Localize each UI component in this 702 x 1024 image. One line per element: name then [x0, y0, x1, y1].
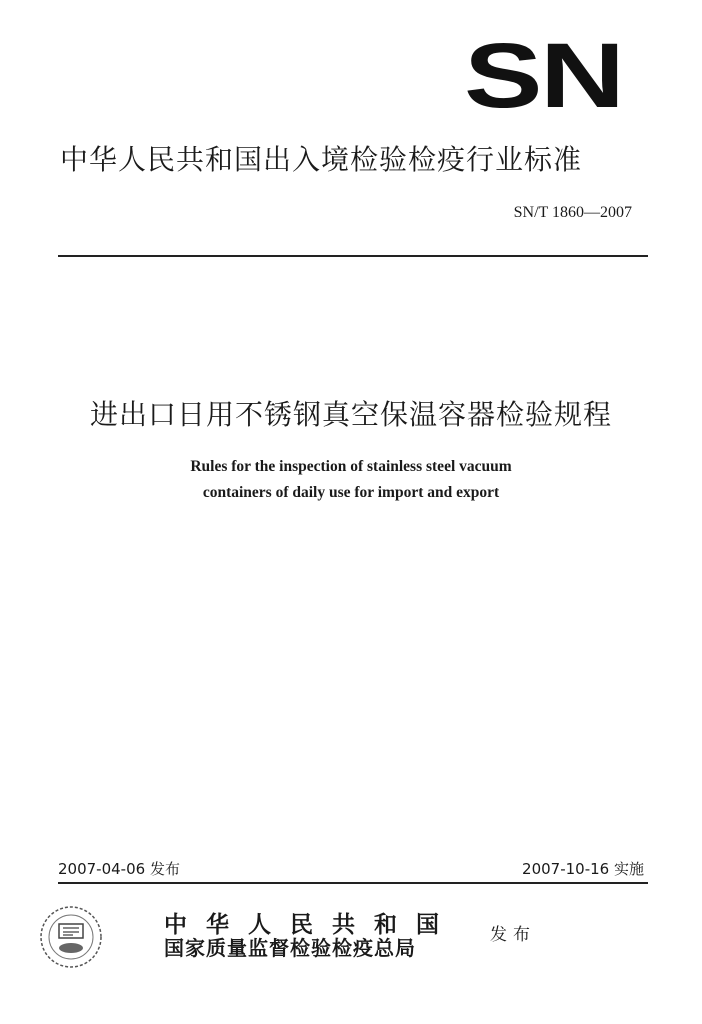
bottom-divider: [58, 882, 648, 884]
issue-label: 发布: [490, 925, 536, 945]
issuer-country: 中华人民共和国: [164, 911, 458, 938]
standard-authority: 中华人民共和国出入境检验检疫行业标准: [60, 143, 583, 176]
document-title-english-line2: containers of daily use for import and export: [202, 484, 500, 501]
sn-logo: SN: [464, 25, 623, 127]
standard-number: SN/T 1860—2007: [513, 204, 632, 221]
top-divider: [58, 255, 648, 257]
publisher-seal-icon: [38, 904, 104, 970]
document-title-english-line1: Rules for the inspection of stainless steel vacuum: [190, 458, 512, 475]
document-title-chinese: 进出口日用不锈钢真空保温容器检验规程: [89, 398, 612, 431]
issue-date: 2007-04-06 发布: [58, 860, 180, 878]
issuer-agency: 国家质量监督检验检疫总局: [164, 936, 416, 960]
implementation-date: 2007-10-16 实施: [522, 860, 644, 878]
